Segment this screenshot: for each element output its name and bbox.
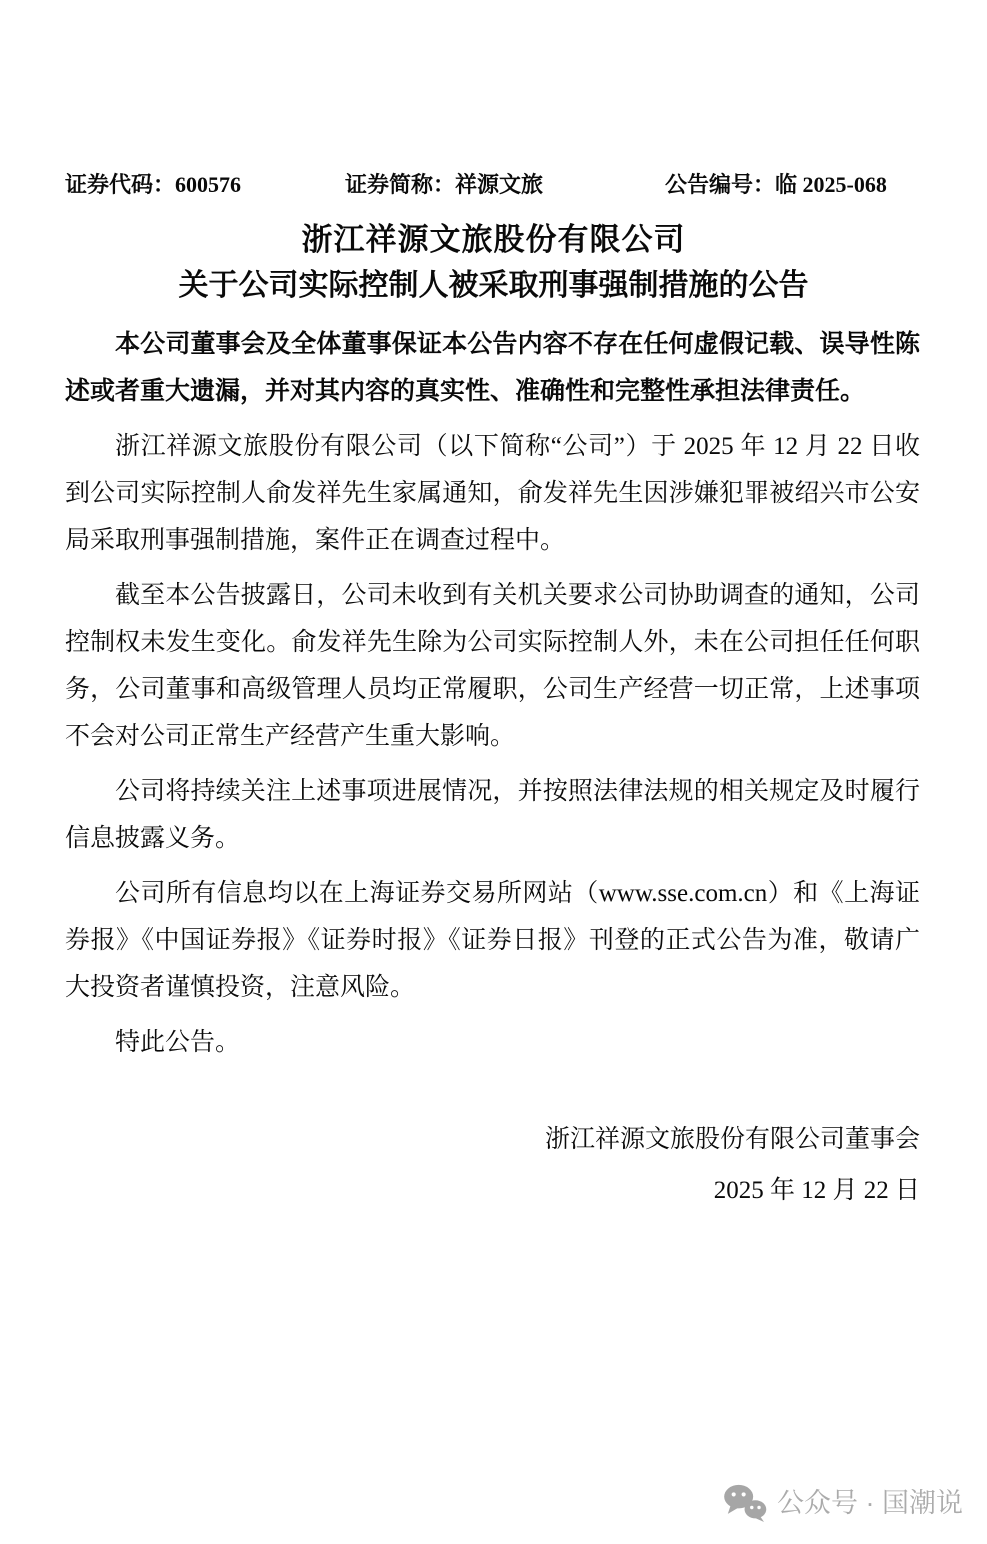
body-paragraph-3: 公司将持续关注上述事项进展情况，并按照法律法规的相关规定及时履行信息披露义务。 bbox=[65, 778, 920, 852]
body-paragraph-2: 截至本公告披露日，公司未收到有关机关要求公司协助调查的通知，公司控制权未发生变化。俞发祥先生除为公司实际控制人外，未在公司担任任何职务，公司董事和高级管理人员均正常履职，公司生产经营一切正常，上述事项不会对公司正常生产经营产生重大影响。 bbox=[65, 582, 920, 750]
body-paragraph-1: 浙江祥源文旅股份有限公司（以下简称“公司”）于 2025 年 12 月 22 日收到公司实际控制人俞发祥先生家属通知，俞发祥先生因涉嫌犯罪被绍兴市公安局采取刑事强制措施，案件正在调查过程中。 bbox=[65, 433, 920, 554]
watermark-text: 公众号 · 国潮说 bbox=[777, 1488, 963, 1518]
board-signature: 浙江祥源文旅股份有限公司董事会 bbox=[544, 1126, 920, 1153]
body-paragraph-4: 公司所有信息均以在上海证券交易所网站（www.sse.com.cn）和《上海证券报》《中国证券报》《证券时报》《证券日报》刊登的正式公告为准，敬请广大投资者谨慎投资，注意风险。 bbox=[65, 880, 920, 1001]
announcement-date: 2025 年 12 月 22 日 bbox=[713, 1177, 920, 1204]
wechat-watermark bbox=[723, 1484, 963, 1522]
signature-block bbox=[65, 1116, 920, 1214]
announcement-title: 关于公司实际控制人被采取刑事强制措施的公告 bbox=[178, 269, 809, 302]
announcement-number: 公告编号：临 2025-068 bbox=[665, 172, 887, 197]
stock-name: 证券简称：祥源文旅 bbox=[345, 172, 544, 197]
wechat-icon bbox=[723, 1484, 767, 1522]
closing-statement: 特此公告。 bbox=[115, 1029, 241, 1056]
company-title: 浙江祥源文旅股份有限公司 bbox=[301, 222, 686, 257]
stock-code: 证券代码：600576 bbox=[65, 172, 242, 197]
disclaimer-paragraph: 本公司董事会及全体董事保证本公告内容不存在任何虚假记载、误导性陈述或者重大遗漏，并对其内容的真实性、准确性和完整性承担法律责任。 bbox=[65, 331, 920, 405]
document-header-row bbox=[65, 170, 920, 199]
announcement-page bbox=[0, 170, 987, 1544]
announcement-body bbox=[65, 321, 920, 1066]
